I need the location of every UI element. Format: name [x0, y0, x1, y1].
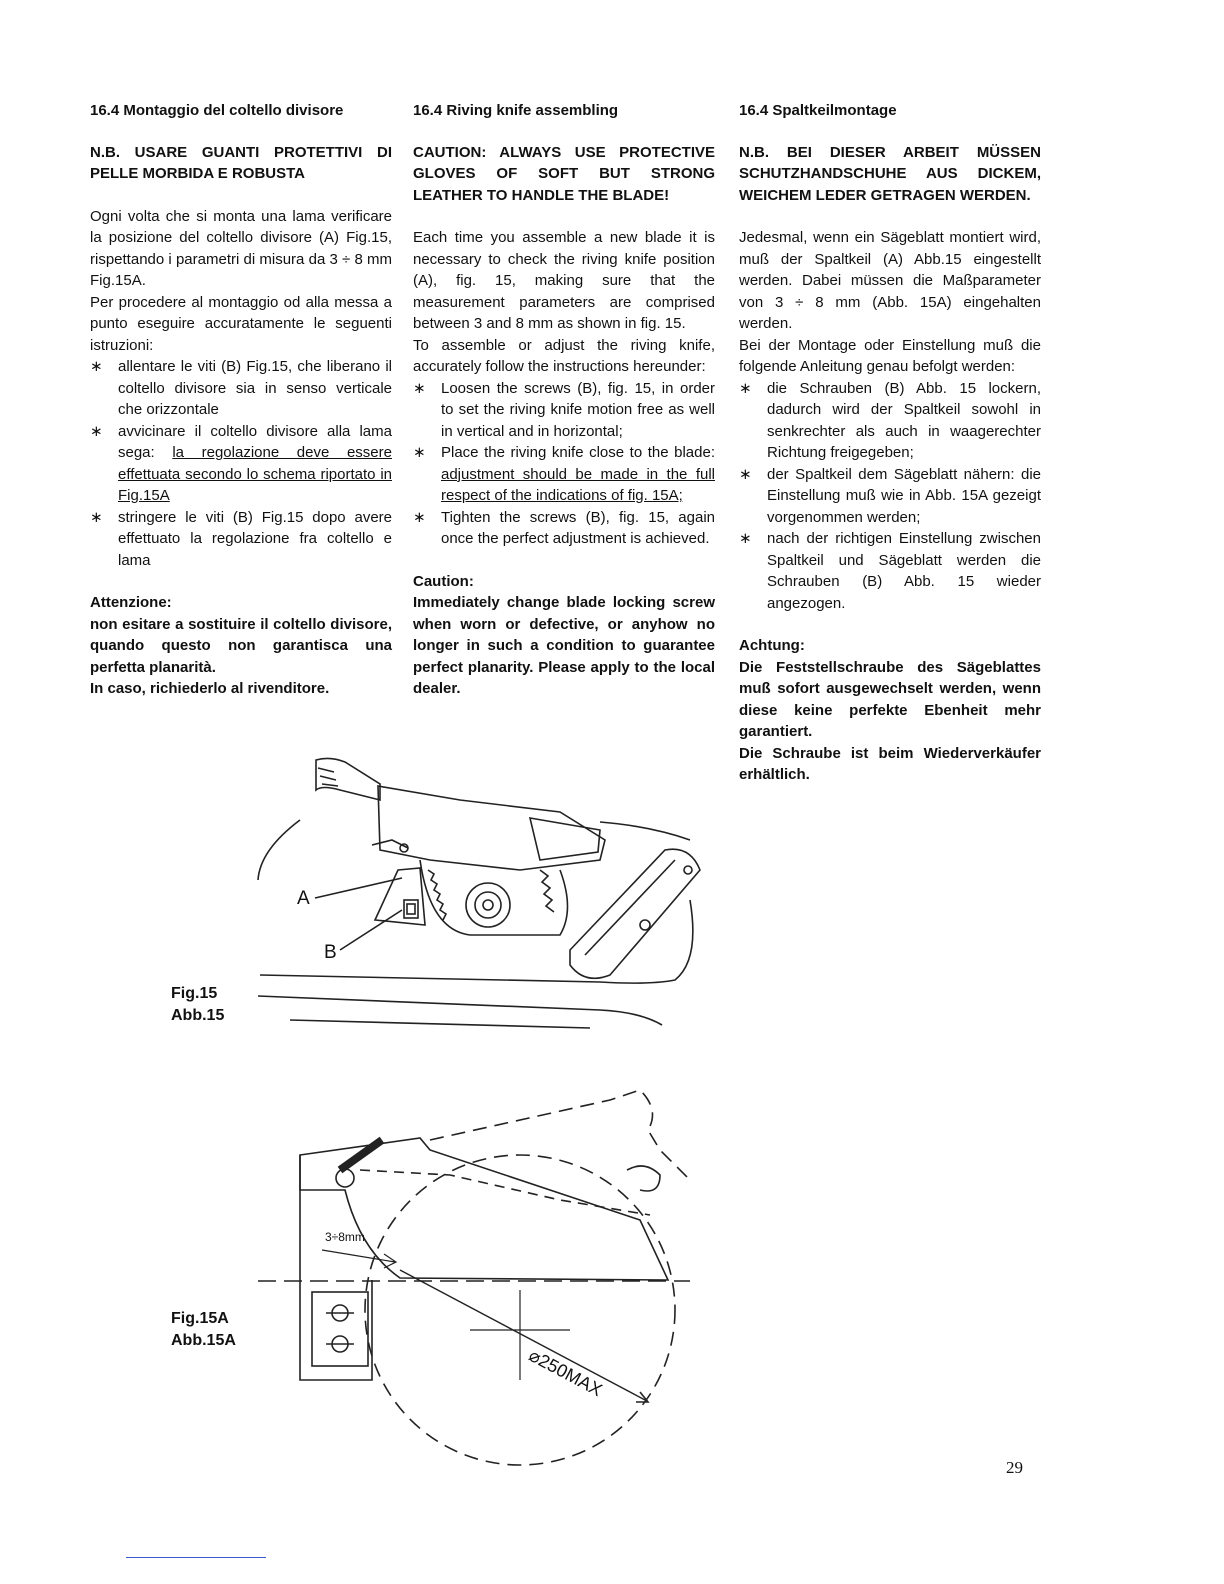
list-item-text: nach der richtigen Einstellung zwischen Spaltkeil und Sägeblatt werden die Schrauben (B) Abb. 15 wieder angezogen.	[767, 530, 1041, 612]
safety-warning: N.B. USARE GUANTI PROTETTIVI DI PELLE MORBIDA E ROBUSTA	[90, 143, 392, 182]
diameter-line	[400, 1270, 645, 1400]
bullet-icon: ∗	[90, 422, 103, 440]
callout-label-b: B	[324, 942, 337, 963]
bullet-icon: ∗	[413, 379, 426, 397]
page-number: 29	[1006, 1458, 1023, 1477]
intro-paragraph: Ogni volta che si monta una lama verificare la posizione del coltello divisore (A) Fig.15, rispettando i parametri di misura da 3 ÷ 8 mm Fig.15A.	[90, 207, 392, 289]
slot-plate	[312, 1292, 368, 1366]
list-item-text: allentare le viti (B) Fig.15, che liberano il coltello divisore sia in senso verticale che orizzontale	[118, 358, 392, 418]
list-item-text: stringere le viti (B) Fig.15 dopo avere effettuato la regolazione fra coltello e lama	[118, 508, 392, 569]
safety-warning: CAUTION: ALWAYS USE PROTECTIVE GLOVES OF SOFT BUT STRONG LEATHER TO HANDLE THE BLADE!	[413, 143, 715, 204]
figure-label-it: Fig.15A	[171, 1310, 229, 1327]
list-item-text: Loosen the screws (B), fig. 15, in order to set the riving knife motion free as well in vertical and in horizontal;	[441, 379, 715, 440]
section-heading: 16.4 Riving knife assembling	[413, 102, 619, 119]
diameter-arrowhead	[636, 1392, 648, 1402]
footer-rule	[126, 1557, 266, 1558]
caution-text: non esitare a sostituire il coltello divisore, quando questo non garantisca una perfetta planarità.	[90, 615, 392, 676]
section-heading: 16.4 Spaltkeilmontage	[739, 102, 897, 119]
caution-text: Immediately change blade locking screw when worn or defective, or anyhow no longer in such a condition to guarantee perfect planarity. Please apply to the local dealer.	[413, 594, 715, 697]
bullet-icon: ∗	[739, 465, 752, 483]
bullet-icon: ∗	[90, 508, 103, 526]
list-item-text: die Schrauben (B) Abb. 15 lockern, dadurch wird der Spaltkeil sowohl in senkrechter als auch in waagerechter Richtung freigegeben;	[767, 379, 1041, 461]
intro-paragraph: Jedesmal, wenn ein Sägeblatt montiert wird, muß der Spaltkeil (A) Abb.15 eingestellt werden. Dabei müssen die Maßparameter von 3 ÷ 8 mm (Abb. 15A) eingehalten werden.	[739, 229, 1041, 332]
bullet-icon: ∗	[413, 508, 426, 526]
pivot-pin	[336, 1169, 354, 1187]
list-item-text: Tighten the screws (B), fig. 15, again once the perfect adjustment is achieved.	[441, 508, 715, 547]
instructions-intro: Bei der Montage oder Einstellung muß die folgende Anleitung genau befolgt werden:	[739, 336, 1041, 375]
list-item-emphasis: la regolazione deve essere effettuata secondo lo schema riportato in Fig.15A	[118, 444, 392, 504]
bullet-icon: ∗	[739, 530, 752, 547]
caution-text: Die Schraube ist beim Wiederverkäufer erhältlich.	[739, 744, 1041, 783]
bullet-icon: ∗	[413, 444, 426, 461]
safety-warning: N.B. BEI DIESER ARBEIT MÜSSEN SCHUTZHANDSCHUHE AUS DICKEM, WEICHEM LEDER GETRAGEN WERDEN.	[739, 143, 1041, 204]
list-item-emphasis: adjustment should be made in the full respect of the indications of fig. 15A;	[441, 465, 715, 504]
list-item-text: avvicinare il coltello divisore alla lama sega:	[118, 422, 392, 461]
screw-cross	[326, 1313, 354, 1344]
figure-label-it: Fig.15	[171, 985, 218, 1002]
pivot-link	[340, 1140, 382, 1170]
intro-paragraph: Each time you assemble a new blade it is necessary to check the riving knife position (A), fig. 15, making sure that the measurement parameters are comprised between 3 and 8 mm as shown in fig. 15.	[413, 229, 715, 332]
list-item-text: Place the riving knife close to the blade:	[441, 444, 715, 461]
caution-text: In caso, richiederlo al rivenditore.	[90, 680, 330, 697]
caution-text: Die Feststellschraube des Sägeblattes muß sofort ausgewechselt werden, wenn diese keine perfekte Ebenheit mehr garantiert.	[739, 658, 1041, 740]
caution-title: Achtung:	[739, 637, 805, 654]
caution-title: Caution:	[413, 572, 474, 590]
bullet-icon: ∗	[739, 379, 752, 397]
list-item-text: der Spaltkeil dem Sägeblatt nähern: die Einstellung muß wie in Abb. 15A gezeigt vorgenommen werden;	[767, 465, 1041, 526]
caution-title: Attenzione:	[90, 594, 172, 611]
callout-label-a: A	[297, 888, 310, 909]
instructions-intro: Per procedere al montaggio od alla messa a punto eseguire accuratamente le seguenti istruzioni:	[90, 293, 392, 354]
instructions-intro: To assemble or adjust the riving knife, accurately follow the instructions hereunder:	[413, 336, 715, 375]
gap-dimension-label: 3÷8mm	[325, 1230, 365, 1244]
figure-label-de: Abb.15A	[171, 1332, 236, 1349]
knife-mount-plate	[300, 1155, 372, 1380]
figure-15a-label	[171, 1308, 236, 1352]
figure-label-de: Abb.15	[171, 1007, 225, 1024]
diameter-label: ⌀250MAX	[525, 1345, 606, 1401]
section-heading: 16.4 Montaggio del coltello divisore	[90, 102, 344, 119]
guard-outline	[430, 1090, 690, 1180]
guard-lug	[627, 1166, 660, 1191]
bullet-icon: ∗	[90, 358, 103, 375]
